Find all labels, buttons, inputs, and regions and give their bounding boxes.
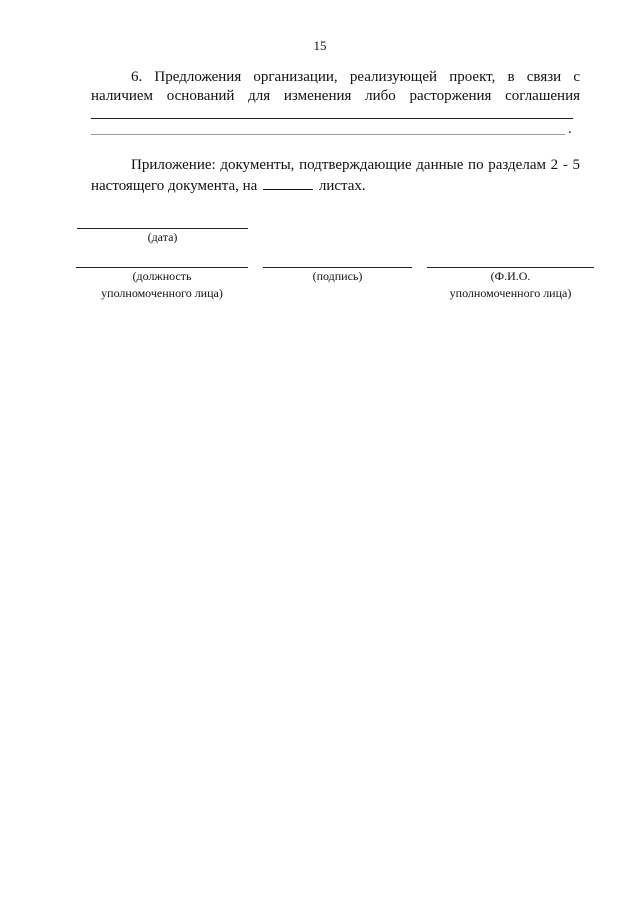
appendix-line-1: Приложение: документы, подтверждающие данные по разделам 2 - 5 xyxy=(131,157,580,173)
signature-label: (подпись) xyxy=(312,269,363,283)
position-label-line-1: (должность xyxy=(132,269,192,283)
fill-line-period: . xyxy=(568,121,572,137)
section-6-line-1: 6. Предложения организации, реализующей проект, в связи с xyxy=(131,69,580,85)
position-label-line-2: уполномоченного лица) xyxy=(101,286,223,300)
appendix-line-2-prefix: настоящего документа, на xyxy=(91,178,258,194)
section-6-line-2: наличием оснований для изменения либо расторжения соглашения xyxy=(91,88,580,104)
fill-line-1 xyxy=(91,118,573,119)
date-label: (дата) xyxy=(147,230,178,244)
sheet-count-blank xyxy=(263,175,313,190)
appendix-paragraph xyxy=(91,156,580,196)
name-label-line-1: (Ф.И.О. xyxy=(490,269,531,283)
name-label-line-2: уполномоченного лица) xyxy=(449,286,572,300)
section-6-paragraph xyxy=(91,68,580,106)
fill-line-2 xyxy=(91,134,565,135)
appendix-line-2 xyxy=(91,175,580,196)
page-number: 15 xyxy=(313,38,327,53)
position-label xyxy=(76,268,248,302)
appendix-line-2-suffix: листах. xyxy=(318,178,366,194)
name-label xyxy=(427,268,594,302)
